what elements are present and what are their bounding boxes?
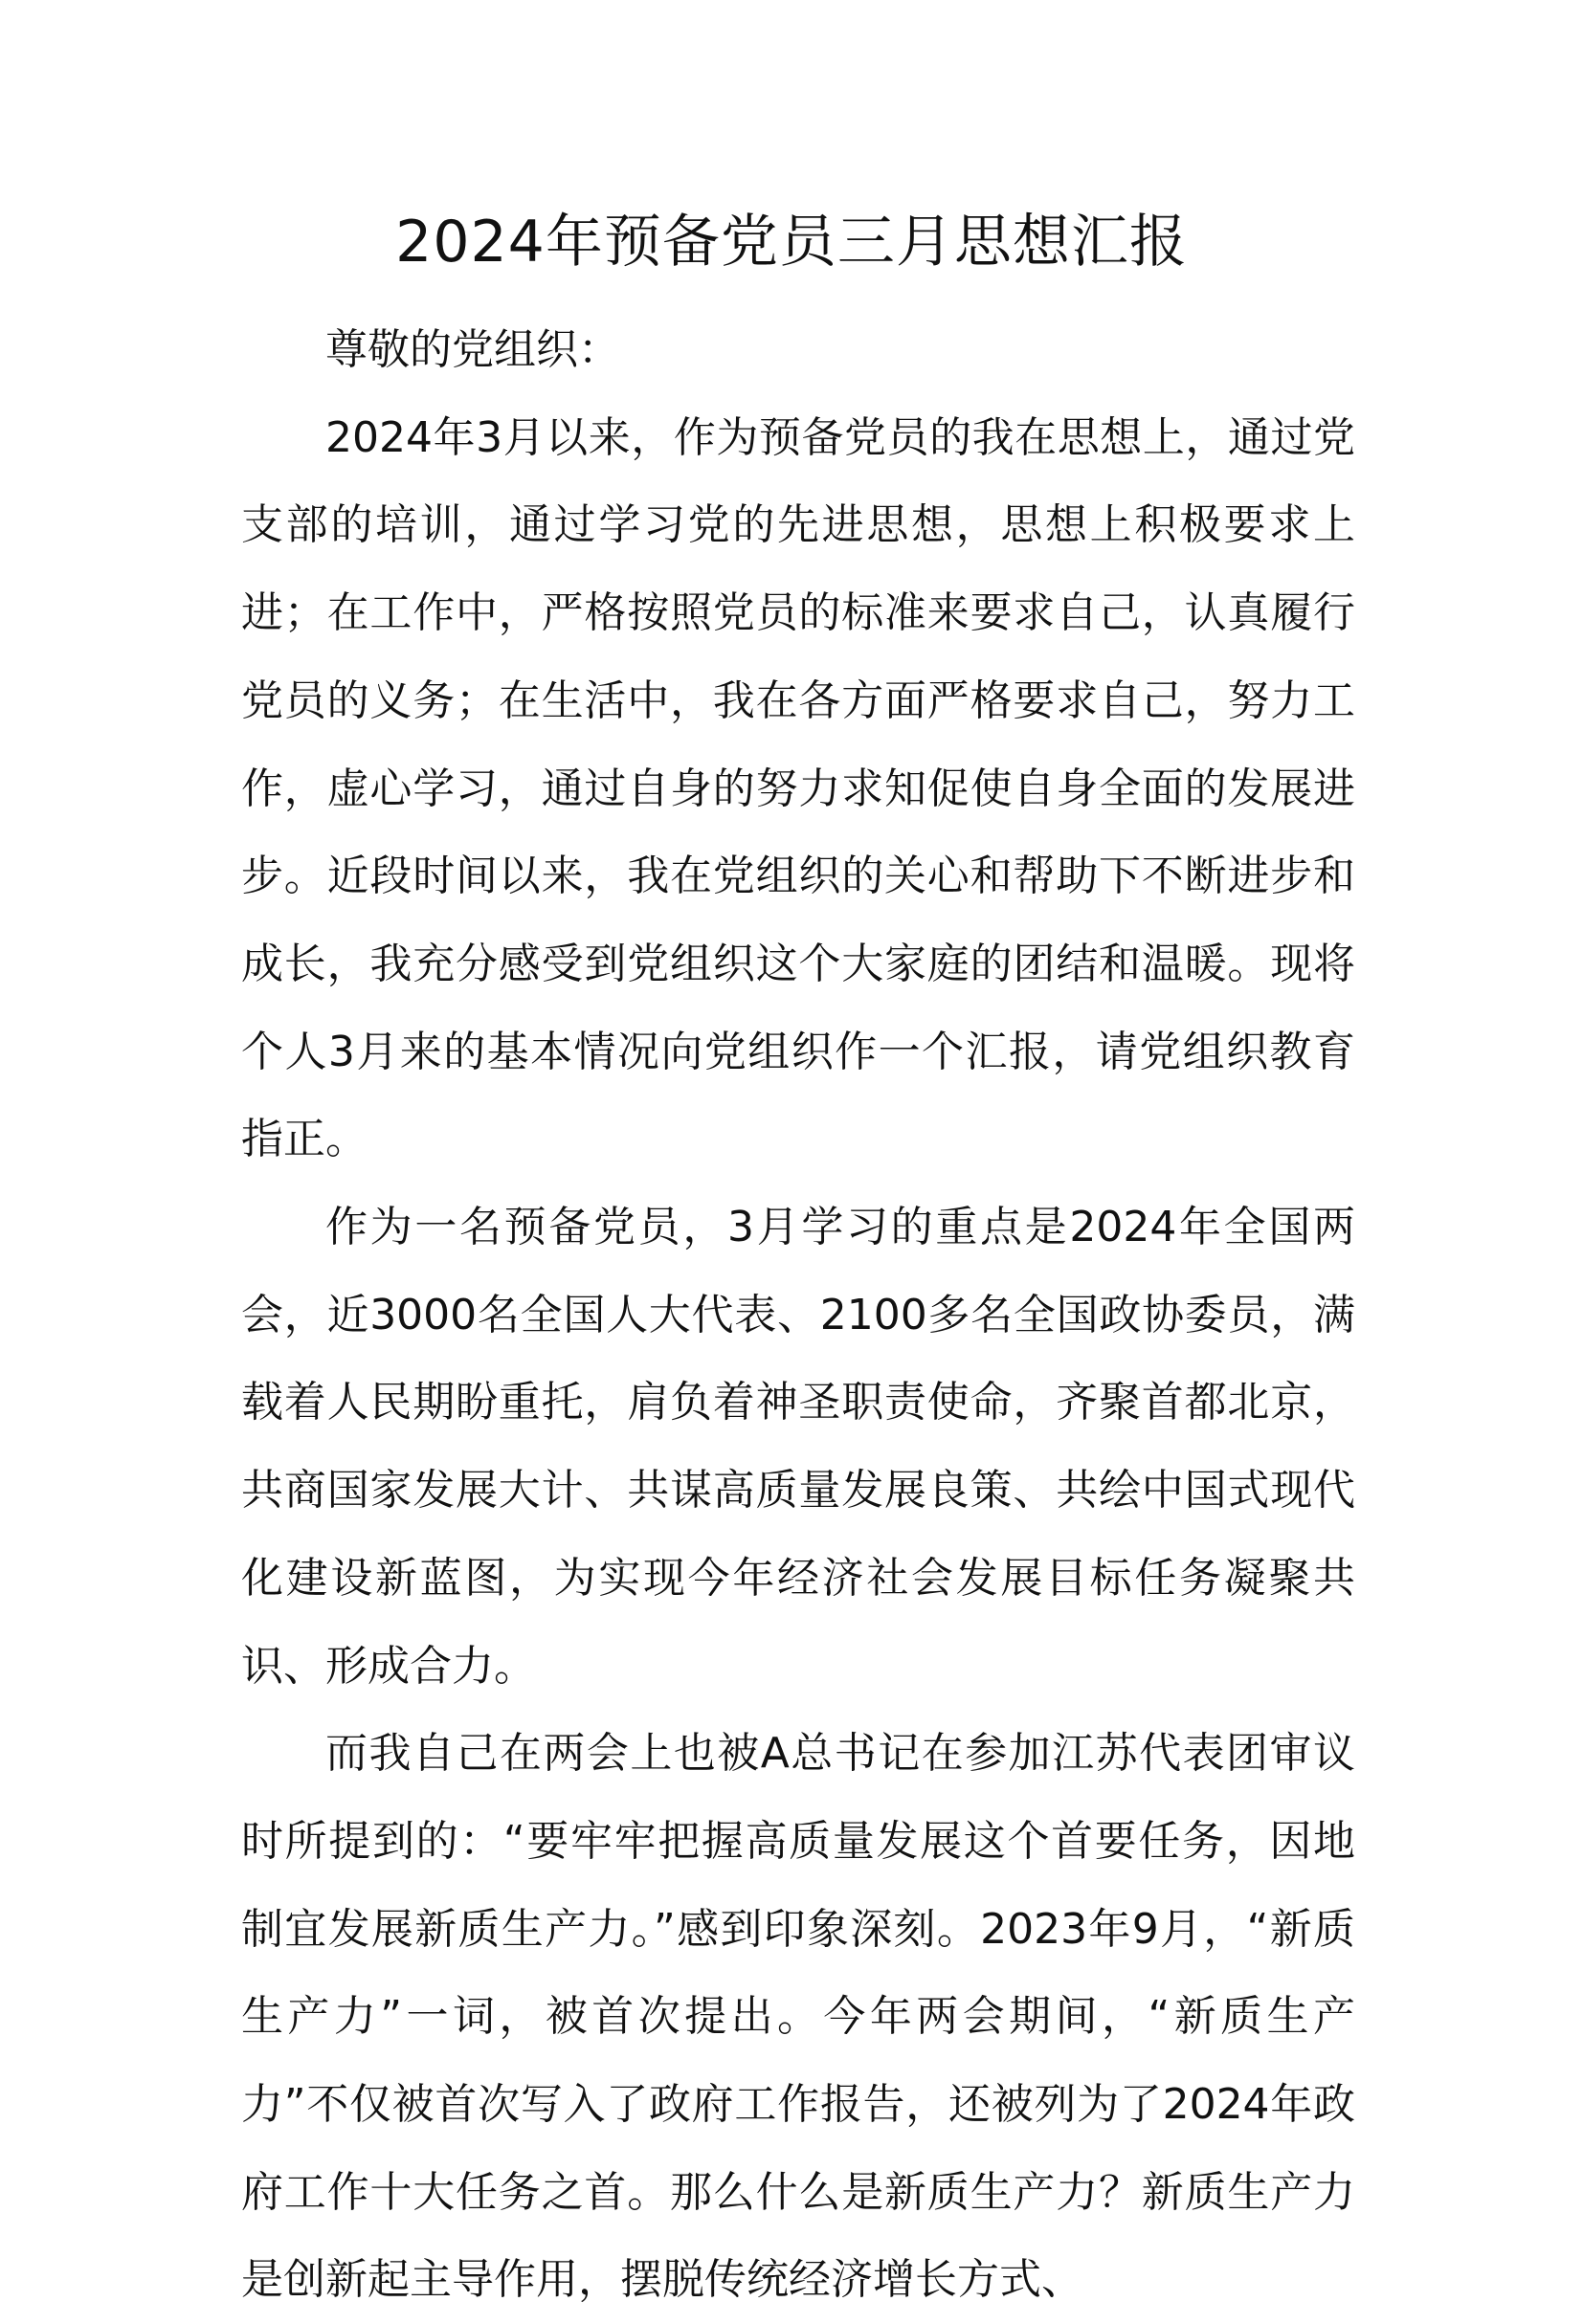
paragraph-intro: 2024年3月以来，作为预备党员的我在思想上，通过党支部的培训，通过学习党的先进思想，思想上积极要求上进；在工作中，严格按照党员的标准来要求自己，认真履行党员的义务；在生活中，我在各方面严格要求自己，努力工作，虚心学习，通过自身的努力求知促使自身全面的发展进步。近段时间以来，我在党组织的关心和帮助下不断进步和成长，我充分感受到党组织这个大家庭的团结和温暖。现将个人3月来的基本情况向党组织作一个汇报，请党组织教育指正。 bbox=[241, 412, 1355, 1164]
paragraph-new-productivity: 而我自己在两会上也被A总书记在参加江苏代表团审议时所提到的：“要牢牢把握高质量发展这个首要任务，因地制宜发展新质生产力。”感到印象深刻。2023年9月，“新质生产力”一词，被首次提出。今年两会期间，“新质生产力”不仅被首次写入了政府工作报告，还被列为了2024年政府工作十大任务之首。那么什么是新质生产力？新质生产力是创新起主导作用，摆脱传统经济增长方式、 bbox=[241, 1729, 1355, 2305]
salutation: 尊敬的党组织： bbox=[325, 325, 620, 374]
paragraph-two-sessions: 作为一名预备党员，3月学习的重点是2024年全国两会，近3000名全国人大代表、2100多名全国政协委员，满载着人民期盼重托，肩负着神圣职责使命，齐聚首都北京，共商国家发展大计、共谋高质量发展良策、共绘中国式现代化建设新蓝图，为实现今年经济社会发展目标任务凝聚共识、形成合力。 bbox=[241, 1203, 1355, 1691]
document-title: 2024年预备党员三月思想汇报 bbox=[395, 209, 1188, 276]
document-body bbox=[241, 306, 1355, 2324]
